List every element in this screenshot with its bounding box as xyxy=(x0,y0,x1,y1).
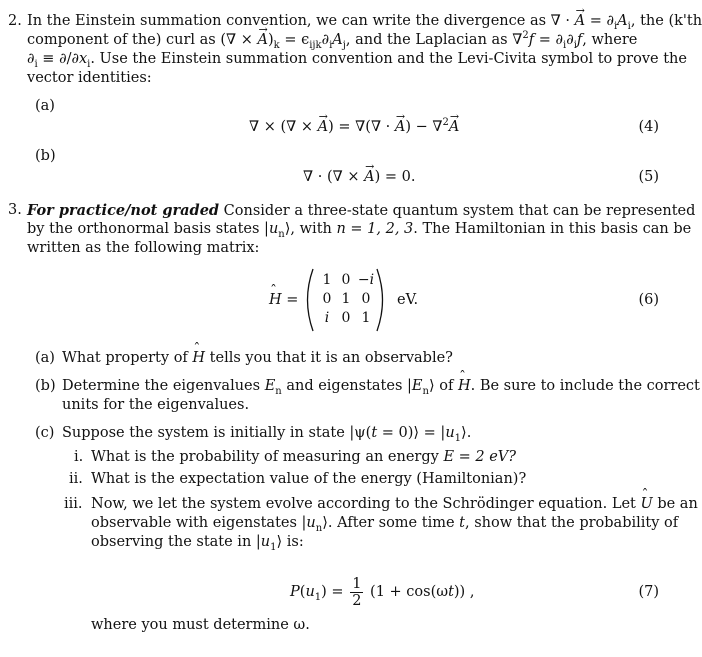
matrix-cell: 0 xyxy=(361,291,371,307)
part-3b-line-2: units for the eigenvalues. xyxy=(62,397,250,413)
problem-2-number: 2. xyxy=(8,13,22,29)
problem-2-line-4: vector identities: xyxy=(27,70,152,86)
part-3a-text-2: tells you that it is an observable? xyxy=(209,350,453,366)
equation-5-number: (5) xyxy=(638,169,659,185)
line-2-text: component of the) curl as xyxy=(27,32,216,48)
line-3-text: . Use the Einstein summation convention and the Levi-Civita symbol to prove the xyxy=(90,51,687,67)
unit-ev: eV. xyxy=(397,292,419,308)
problem-2-line-2: component of the) curl as (∇ × → $A)_k = \epsilon_{ijk}\partial_iA_j$, and the Laplacian as $\nabla^2f = \partial_i\partial_if$, where xyxy=(27,31,637,50)
problem-3-line-2: by the orthonormal basis states $|u_n⟩$, with n = 1, 2, 3. The Hamiltonian in this basis can be xyxy=(27,221,692,240)
part-3b-text-2: and eigenstates xyxy=(286,378,403,394)
problem-3-line-1 xyxy=(27,201,695,221)
matrix-cell: 0 xyxy=(341,272,351,288)
sub-iii-text-1a: Now, we let the system evolve according to the Schrödinger equation. Let xyxy=(91,496,636,512)
hamiltonian-symbol: ˆ H = xyxy=(269,291,298,310)
intro-2a: by the orthonormal basis states xyxy=(27,221,260,237)
sub-ii-label: ii. xyxy=(69,471,83,487)
problem-3-number: 3. xyxy=(8,202,22,218)
n-values: n = 1, 2, 3 xyxy=(336,221,414,237)
left-paren-icon xyxy=(301,268,315,332)
line-1-text: In the Einstein summation convention, we can write the divergence as xyxy=(27,13,547,29)
sub-ii-text: What is the expectation value of the energy (Hamiltonian)? xyxy=(91,471,527,487)
sub-i-text-1: What is the probability of measuring an energy xyxy=(91,449,439,465)
sub-iii-line-1: Now, we let the system evolve according to the Schrödinger equation. Let ˆ U be an xyxy=(91,495,698,514)
part-3a-text-1: What property of xyxy=(62,350,188,366)
part-3b-text-3: of xyxy=(439,378,454,394)
part-3c-text: Suppose the system is initially in state |ψ(t = 0)⟩ = $|u_1⟩$. xyxy=(62,425,472,444)
sub-i-energy: E = 2 eV? xyxy=(443,449,517,465)
sub-iii-text-2c: , show that the probability of xyxy=(464,515,679,531)
matrix-cell: 1 xyxy=(341,291,351,307)
sub-iii-text-2a: observable with eigenstates xyxy=(91,515,297,531)
matrix-cell: i xyxy=(324,310,330,326)
hamiltonian-matrix xyxy=(305,272,385,330)
equation-7: $P(u_1)$ = $\frac{1}{2}$ (1 + cos(ωt)) , xyxy=(290,575,475,609)
part-3b-text-4: . Be sure to include the correct xyxy=(470,378,700,394)
part-3c-text-1: Suppose the system is initially in state xyxy=(62,425,345,441)
line-2b-text: , and the Laplacian as xyxy=(345,32,508,48)
equation-4: ∇ × (∇ × → A) = ∇(∇ · → A) − ∇$^2$→ A xyxy=(249,118,459,137)
part-3b-label: (b) xyxy=(35,378,56,394)
closing-text: where you must determine ω. xyxy=(91,617,310,633)
equation-5: ∇ · (∇ × → A) = 0. xyxy=(303,168,415,187)
word-where: where xyxy=(591,32,638,48)
part-2a-label: (a) xyxy=(35,98,55,114)
sub-iii-text-1b: be an xyxy=(657,496,698,512)
word-the: the xyxy=(640,13,664,29)
intro-2c: . The Hamiltonian in this basis can be xyxy=(413,221,692,237)
sub-iii-line-2: observable with eigenstates $|u_n⟩$. After some time t, show that the probability of xyxy=(91,515,679,534)
matrix-grid xyxy=(318,272,376,329)
sub-iii-label: iii. xyxy=(64,496,83,512)
equation-6-number: (6) xyxy=(638,292,659,308)
part-3a-label: (a) xyxy=(35,350,55,366)
problem-3-intro-1: Consider a three-state quantum system that can be represented xyxy=(223,203,696,219)
matrix-cell: 0 xyxy=(322,291,332,307)
matrix-cell: 1 xyxy=(322,272,332,288)
problem-2-line-3: $\partial_i \equiv \partial/\partial x_i$. Use the Einstein summation convention and the Levi-Civita symbol to prove the xyxy=(27,51,687,70)
sub-iii-text-3: observing the state in xyxy=(91,534,252,550)
part-3c-label: (c) xyxy=(35,425,55,441)
equation-7-number: (7) xyxy=(638,584,659,600)
part-3b-line-1: Determine the eigenvalues $E_n$ and eigenstates $|E_n⟩$ of ˆ H. Be sure to include the correct xyxy=(62,377,700,396)
sub-iii-line-3: observing the state in $|u_1⟩$ is: xyxy=(91,534,304,553)
part-2b-label: (b) xyxy=(35,148,56,164)
equation-4-number: (4) xyxy=(638,119,659,135)
sub-iii-text-2b: . After some time xyxy=(327,515,455,531)
matrix-cell: −i xyxy=(357,272,375,288)
sub-i-label: i. xyxy=(74,449,84,465)
matrix-cell: 1 xyxy=(361,310,371,326)
problem-3-title: For practice/not graded xyxy=(27,202,220,219)
part-3b-text-1: Determine the eigenvalues xyxy=(62,378,261,394)
sub-i-text xyxy=(91,448,516,467)
part-3a-text: What property of ˆ H tells you that it is an observable? xyxy=(62,349,453,368)
sub-iii-text-3b: is: xyxy=(286,534,304,550)
problem-2-line-1: In the Einstein summation convention, we can write the divergence as ∇ · → $A = \partial_iA_i$, the (k'th xyxy=(27,12,702,31)
kth-text: (k'th xyxy=(668,13,702,29)
problem-3-line-3: written as the following matrix: xyxy=(27,240,260,256)
right-paren-icon xyxy=(375,268,389,332)
matrix-cell: 0 xyxy=(341,310,351,326)
intro-2b: , with xyxy=(290,221,332,237)
